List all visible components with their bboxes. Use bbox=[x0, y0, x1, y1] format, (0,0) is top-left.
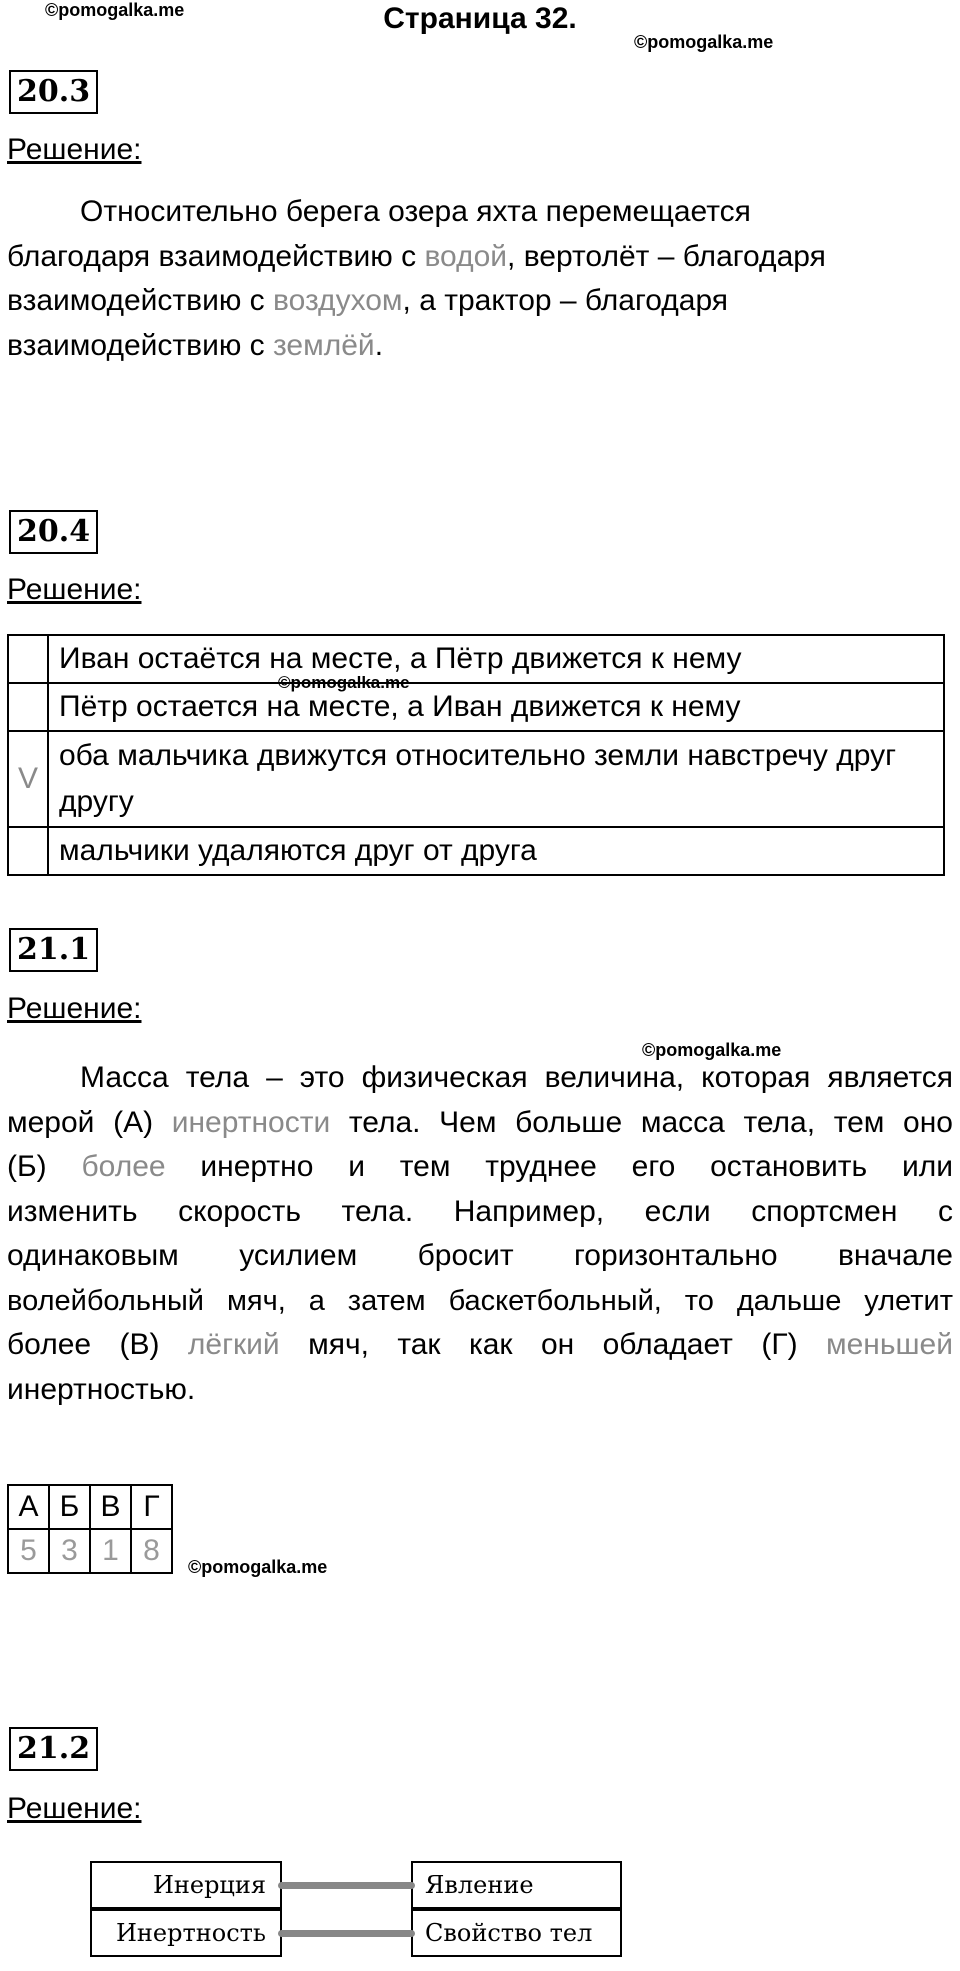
text-line bbox=[7, 1101, 953, 1146]
task-number-21-1: 21.1 bbox=[9, 928, 98, 972]
text-span: . bbox=[374, 328, 384, 362]
answer-header: А bbox=[8, 1485, 49, 1529]
table-row bbox=[8, 1529, 172, 1573]
text-span: мяч, так как он обладает (Г) bbox=[279, 1328, 826, 1361]
task-20-3-text bbox=[7, 190, 953, 368]
option-text: Пётр остается на месте, а Иван движется к нему bbox=[48, 683, 944, 731]
table-row bbox=[8, 731, 944, 827]
answer-value: 5 bbox=[8, 1529, 49, 1573]
answer-word: воздухом bbox=[273, 284, 403, 317]
text-line bbox=[7, 1145, 953, 1190]
page-title: Страница 32. bbox=[383, 2, 577, 35]
text-line: волейбольный мяч, а затем баскетбольный, то дальше улетит bbox=[7, 1284, 953, 1317]
text-span: мерой (А) bbox=[7, 1105, 172, 1139]
answer-word: меньшей bbox=[825, 1328, 953, 1361]
task-number-20-4: 20.4 bbox=[9, 510, 98, 554]
text-line: одинаковым усилием бросит горизонтально вначале bbox=[7, 1239, 953, 1272]
answer-table bbox=[7, 1484, 173, 1574]
option-mark bbox=[8, 635, 48, 683]
option-mark bbox=[8, 683, 48, 731]
text-line bbox=[7, 279, 953, 324]
table-row bbox=[8, 635, 944, 683]
option-text: Иван остаётся на месте, а Пётр движется к нему bbox=[48, 635, 944, 683]
text-span: инертно и тем труднее его остановить или bbox=[165, 1150, 953, 1183]
term-box-property: Свойство тел bbox=[411, 1909, 622, 1957]
task-number-20-3: 20.3 bbox=[9, 70, 98, 114]
text-span: взаимодействию с bbox=[7, 284, 274, 317]
option-text: оба мальчика движутся относительно земли навстречу друг другу bbox=[48, 731, 944, 827]
answer-word: лёгкий bbox=[187, 1328, 280, 1361]
watermark: ©pomogalka.me bbox=[634, 32, 774, 52]
watermark: ©pomogalka.me bbox=[642, 1040, 782, 1060]
answer-value: 8 bbox=[131, 1529, 172, 1573]
option-text: мальчики удаляются друг от друга bbox=[48, 827, 944, 875]
text-line: изменить скорость тела. Например, если спортсмен с bbox=[7, 1194, 953, 1228]
text-span: благодаря взаимодействию с bbox=[7, 239, 425, 273]
option-mark bbox=[8, 827, 48, 875]
text-line bbox=[7, 324, 953, 369]
text-line: Масса тела – это физическая величина, которая является bbox=[80, 1061, 953, 1094]
solution-label: Решение: bbox=[7, 992, 142, 1025]
answer-word: более bbox=[81, 1150, 166, 1183]
answer-header: Б bbox=[49, 1485, 90, 1529]
term-box-inertia: Инерция bbox=[90, 1861, 282, 1909]
text-span: взаимодействию с bbox=[7, 328, 274, 362]
connector-line bbox=[278, 1930, 415, 1937]
solution-label: Решение: bbox=[7, 573, 142, 606]
text-span: тела. Чем больше масса тела, тем оно bbox=[330, 1105, 953, 1139]
answer-header: Г bbox=[131, 1485, 172, 1529]
answer-word: инертности bbox=[171, 1105, 331, 1139]
table-row bbox=[8, 1485, 172, 1529]
watermark: ©pomogalka.me bbox=[188, 1557, 328, 1577]
text-line bbox=[7, 235, 953, 280]
table-row bbox=[8, 683, 944, 731]
text-line: Относительно берега озера яхта перемещается bbox=[80, 195, 751, 228]
options-table bbox=[7, 634, 945, 876]
text-span: , вертолёт – благодаря bbox=[507, 239, 826, 273]
text-line bbox=[7, 1323, 953, 1368]
answer-word: водой bbox=[424, 239, 508, 273]
answer-value: 1 bbox=[90, 1529, 131, 1573]
answer-header: В bbox=[90, 1485, 131, 1529]
term-box-phenomenon: Явление bbox=[411, 1861, 622, 1909]
task-number-21-2: 21.2 bbox=[9, 1727, 98, 1771]
text-span: более (В) bbox=[7, 1328, 188, 1361]
task-21-1-text bbox=[7, 1056, 953, 1412]
answer-word: землёй bbox=[273, 328, 375, 362]
term-box-inertness: Инертность bbox=[90, 1909, 282, 1957]
text-line: инертностью. bbox=[7, 1372, 196, 1406]
watermark: ©pomogalka.me bbox=[45, 0, 185, 20]
watermark: ©pomogalka.me bbox=[278, 673, 410, 692]
table-row bbox=[8, 827, 944, 875]
solution-label: Решение: bbox=[7, 1792, 142, 1825]
answer-value: 3 bbox=[49, 1529, 90, 1573]
connector-line bbox=[278, 1882, 415, 1889]
option-mark: V bbox=[8, 731, 48, 827]
solution-label: Решение: bbox=[7, 133, 142, 166]
text-span: (Б) bbox=[7, 1150, 82, 1183]
text-span: , а трактор – благодаря bbox=[402, 284, 729, 317]
